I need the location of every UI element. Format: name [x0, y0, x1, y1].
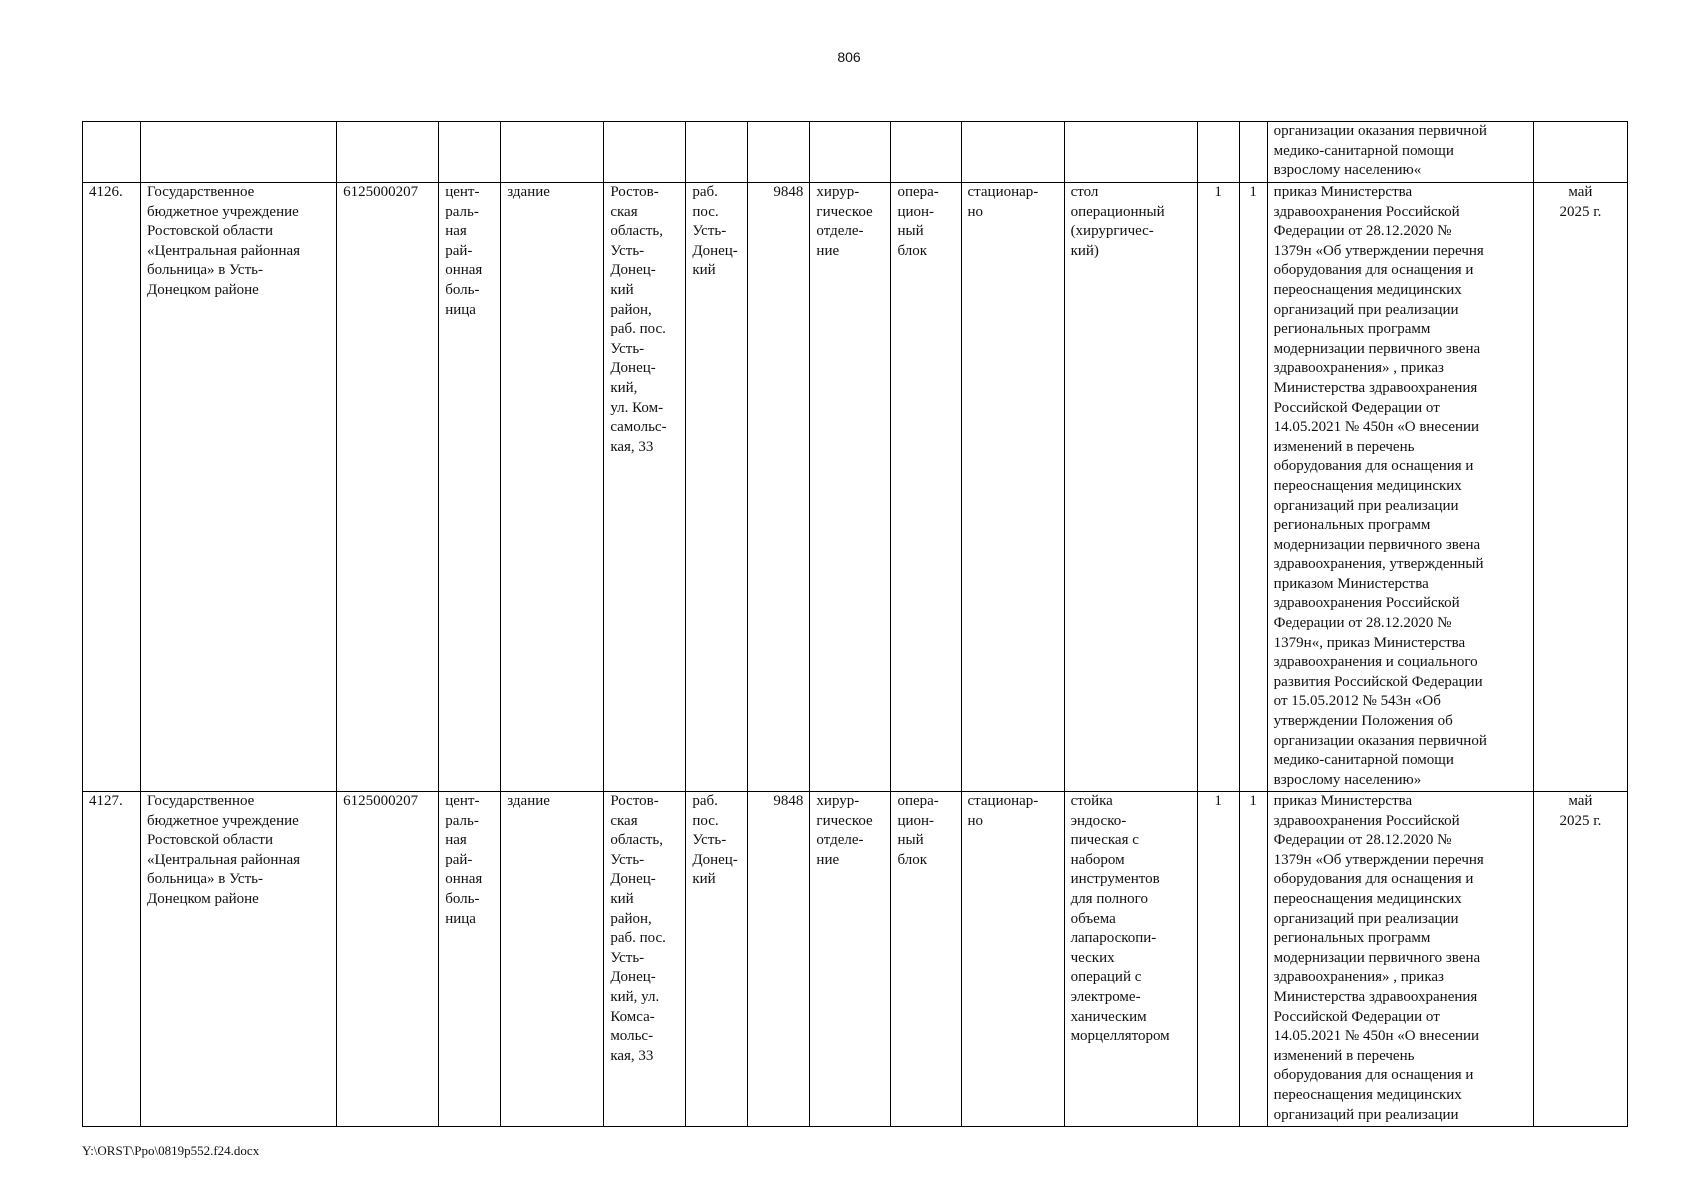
cell-qty1 — [1197, 122, 1239, 183]
cell-object — [501, 122, 604, 183]
cell-population — [748, 122, 810, 183]
cell-settlement: раб. пос. Усть- Донец- кий — [686, 792, 748, 1127]
cell-address — [604, 122, 686, 183]
cell-object: здание — [501, 183, 604, 792]
cell-department: хирур- гическое отделе- ние — [810, 183, 891, 792]
footer-file-path: Y:\ORST\Ppo\0819p552.f24.docx — [82, 1143, 260, 1158]
cell-settlement: раб. пос. Усть- Донец- кий — [686, 183, 748, 792]
cell-inn — [337, 122, 439, 183]
table-row — [83, 792, 1628, 1127]
cell-basis: организации оказания первичной медико-санитарной помощи взрослому населению« — [1267, 122, 1533, 183]
cell-care-form — [961, 122, 1064, 183]
table-row-continuation — [83, 122, 1628, 183]
cell-date — [1533, 122, 1627, 183]
cell-department — [810, 122, 891, 183]
cell-num: 4126. — [83, 183, 141, 792]
cell-type: цент- раль- ная рай- онная боль- ница — [439, 792, 501, 1127]
cell-unit: опера- цион- ный блок — [891, 792, 961, 1127]
cell-num: 4127. — [83, 792, 141, 1127]
cell-num — [83, 122, 141, 183]
cell-equipment — [1064, 122, 1197, 183]
cell-org — [141, 122, 337, 183]
cell-org: Государственное бюджетное учреждение Ростовской области «Центральная районная больница» в Усть- Донецком районе — [141, 792, 337, 1127]
equipment-table — [82, 121, 1628, 1127]
cell-unit: опера- цион- ный блок — [891, 183, 961, 792]
cell-population: 9848 — [748, 792, 810, 1127]
cell-population: 9848 — [748, 183, 810, 792]
cell-qty1: 1 — [1197, 792, 1239, 1127]
cell-equipment: стол операционный (хирургичес- кий) — [1064, 183, 1197, 792]
cell-basis: приказ Министерства здравоохранения Российской Федерации от 28.12.2020 № 1379н «Об утверждении перечня оборудования для оснащения и переоснащения медицинских организаций при реализации региональных программ модернизации первичного звена здравоохранения» , приказ Министерства здравоохранения Российской Федерации от 14.05.2021 № 450н «О внесении изменений в перечень оборудования для оснащения и переоснащения медицинских организаций при реализации — [1267, 792, 1533, 1127]
cell-inn: 6125000207 — [337, 792, 439, 1127]
cell-inn: 6125000207 — [337, 183, 439, 792]
cell-date: май 2025 г. — [1533, 792, 1627, 1127]
cell-address: Ростов- ская область, Усть- Донец- кий район, раб. пос. Усть- Донец- кий, ул. Ком- самольс- кая, 33 — [604, 183, 686, 792]
cell-unit — [891, 122, 961, 183]
cell-qty2: 1 — [1239, 183, 1267, 792]
cell-type — [439, 122, 501, 183]
cell-department: хирур- гическое отделе- ние — [810, 792, 891, 1127]
cell-address: Ростов- ская область, Усть- Донец- кий район, раб. пос. Усть- Донец- кий, ул. Комса- мольс- кая, 33 — [604, 792, 686, 1127]
cell-basis: приказ Министерства здравоохранения Российской Федерации от 28.12.2020 № 1379н «Об утверждении перечня оборудования для оснащения и переоснащения медицинских организаций при реализации региональных программ модернизации первичного звена здравоохранения» , приказ Министерства здравоохранения Российской Федерации от 14.05.2021 № 450н «О внесении изменений в перечень оборудования для оснащения и переоснащения медицинских организаций при реализации региональных программ модернизации первичного звена здравоохранения, утвержденный приказом Министерства здравоохранения Российской Федерации от 28.12.2020 № 1379н«, приказ Министерства здравоохранения и социального развития Российской Федерации от 15.05.2012 № 543н «Об утверждении Положения об организации оказания первичной медико-санитарной помощи взрослому населению» — [1267, 183, 1533, 792]
cell-qty2 — [1239, 122, 1267, 183]
cell-object: здание — [501, 792, 604, 1127]
cell-settlement — [686, 122, 748, 183]
cell-care-form: стационар- но — [961, 183, 1064, 792]
cell-qty1: 1 — [1197, 183, 1239, 792]
cell-equipment: стойка эндоско- пическая с набором инструментов для полного объема лапароскопи- ческих операций с электроме- ханическим морцеллятором — [1064, 792, 1197, 1127]
cell-qty2: 1 — [1239, 792, 1267, 1127]
cell-type: цент- раль- ная рай- онная боль- ница — [439, 183, 501, 792]
cell-org: Государственное бюджетное учреждение Ростовской области «Центральная районная больница» в Усть- Донецком районе — [141, 183, 337, 792]
cell-care-form: стационар- но — [961, 792, 1064, 1127]
table-row — [83, 183, 1628, 792]
page-number: 806 — [837, 49, 861, 65]
cell-date: май 2025 г. — [1533, 183, 1627, 792]
